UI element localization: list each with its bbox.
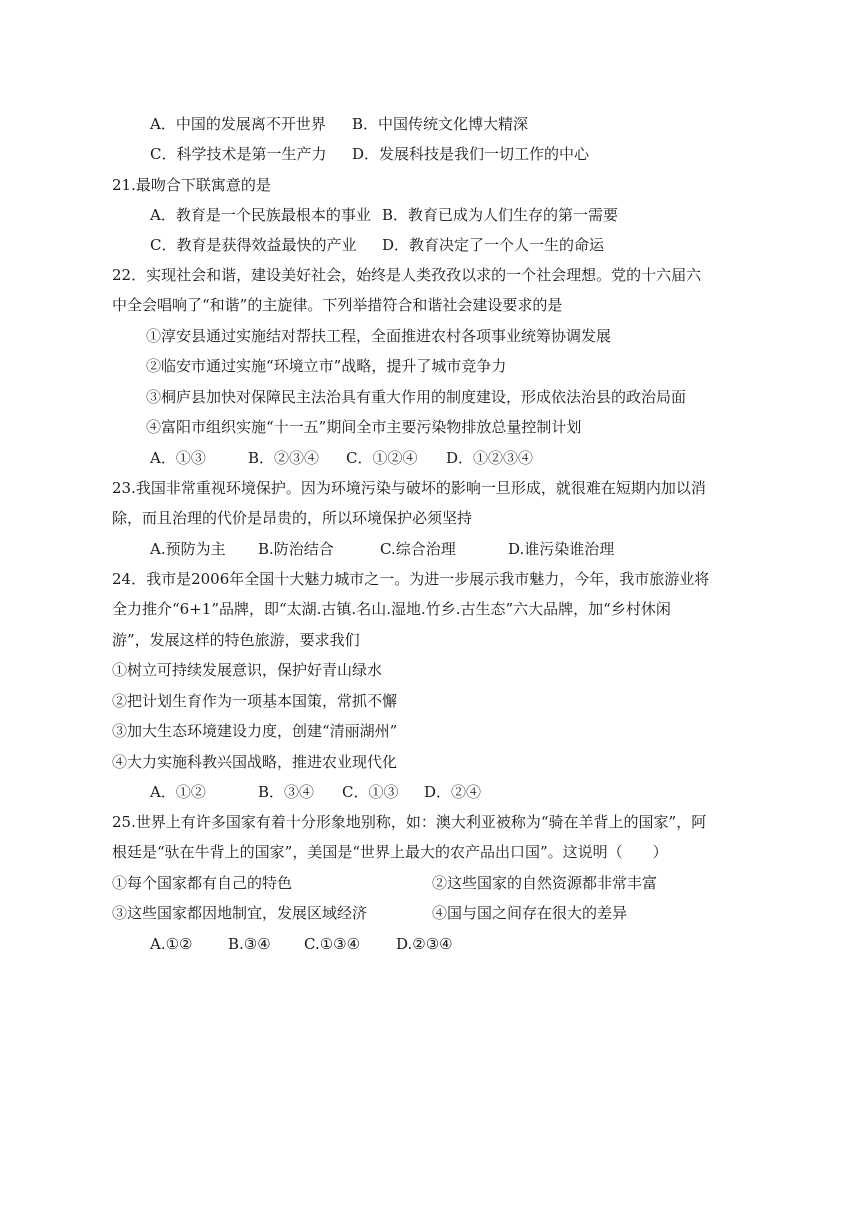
q20-options-row-1 <box>150 114 529 134</box>
q25-option-b: B.③④ <box>228 935 271 953</box>
q24-option-a: A．①② <box>150 783 206 801</box>
q25-item-3: ③这些国家都因地制宜，发展区域经济 <box>112 904 368 922</box>
q23-stem-line-1: 23.我国非常重视环境保护。因为环境污染与破坏的影响一旦形成，就很难在短期内加以消 <box>112 479 706 497</box>
q23-option-a: A.预防为主 <box>150 540 226 558</box>
q22-item-3: ③桐庐县加快对保障民主法治具有重大作用的制度建设，形成依法治县的政治局面 <box>146 388 687 406</box>
q21-options-row-1 <box>150 205 619 225</box>
q22-stem-line-2: 中全会唱响了“和谐”的主旋律。下列举措符合和谐社会建设要求的是 <box>112 296 563 314</box>
q20-options-row-2 <box>150 144 590 164</box>
q20-option-b: B．中国传统文化博大精深 <box>352 115 529 133</box>
q25-item-2: ②这些国家的自然资源都非常丰富 <box>432 874 658 892</box>
q24-options-row <box>150 782 482 802</box>
q22-options-row <box>150 448 534 468</box>
q24-item-2: ②把计划生育作为一项基本国策，常抓不懈 <box>112 692 398 710</box>
q21-option-d: D．教育决定了一个人一生的命运 <box>382 236 605 254</box>
q25-items-row-1 <box>112 873 658 893</box>
q24-stem-line-1: 24．我市是2006年全国十大魅力城市之一。为进一步展示我市魅力，今年，我市旅游业将 <box>112 570 710 588</box>
q22-option-b: B．②③④ <box>248 449 320 467</box>
q24-option-c: C．①③ <box>342 783 399 801</box>
q23-option-d: D.谁污染谁治理 <box>508 540 615 558</box>
q20-option-a: A．中国的发展离不开世界 <box>150 115 326 133</box>
q25-options-row <box>150 934 453 954</box>
q21-stem: 21.最吻合下联寓意的是 <box>112 176 271 194</box>
q23-options-row <box>150 539 615 559</box>
q22-item-2: ②临安市通过实施“环境立市”战略，提升了城市竞争力 <box>146 357 507 375</box>
q22-option-d: D．①②③④ <box>446 449 534 467</box>
q25-stem-line-2: 根廷是“驮在牛背上的国家”，美国是“世界上最大的农产品出口国”。这说明（ ） <box>112 843 668 861</box>
q25-option-d: D.②③④ <box>396 935 453 953</box>
q24-item-1: ①树立可持续发展意识，保护好青山绿水 <box>112 661 383 679</box>
q24-item-3: ③加大生态环境建设力度，创建“清丽湖州” <box>112 722 398 740</box>
q22-item-4: ④富阳市组织实施“十一五”期间全市主要污染物排放总量控制计划 <box>146 418 582 436</box>
q24-item-4: ④大力实施科教兴国战略，推进农业现代化 <box>112 753 398 771</box>
q25-option-c: C.①③④ <box>304 935 361 953</box>
q25-stem-line-1: 25.世界上有许多国家有着十分形象地别称，如：澳大利亚被称为“骑在羊背上的国家”，阿 <box>112 813 707 831</box>
q25-item-1: ①每个国家都有自己的特色 <box>112 874 293 892</box>
q24-stem-line-3: 游”，发展这样的特色旅游，要求我们 <box>112 631 360 649</box>
q24-option-d: D．②④ <box>424 783 482 801</box>
q23-stem-line-2: 除，而且治理的代价是昂贵的，所以环境保护必须坚持 <box>112 509 473 527</box>
q22-stem-line-1: 22．实现社会和谐，建设美好社会，始终是人类孜孜以求的一个社会理想。党的十六届六 <box>112 266 702 284</box>
q24-stem-line-2: 全力推介“6+1”品牌，即“太湖.古镇.名山.湿地.竹乡.古生态”六大品牌，加“乡村休闲 <box>112 600 671 618</box>
q23-option-c: C.综合治理 <box>380 540 456 558</box>
q25-option-a: A.①② <box>150 935 193 953</box>
q20-option-d: D．发展科技是我们一切工作的中心 <box>352 145 590 163</box>
q25-item-4: ④国与国之间存在很大的差异 <box>432 904 628 922</box>
q20-option-c: C．科学技术是第一生产力 <box>150 145 327 163</box>
q22-option-a: A．①③ <box>150 449 206 467</box>
q21-option-b: B．教育已成为人们生存的第一需要 <box>382 206 619 224</box>
q25-items-row-2 <box>112 903 628 923</box>
q22-option-c: C．①②④ <box>346 449 418 467</box>
q22-item-1: ①淳安县通过实施结对帮扶工程，全面推进农村各项事业统筹协调发展 <box>146 327 612 345</box>
q21-options-row-2 <box>150 235 605 255</box>
q21-option-c: C．教育是获得效益最快的产业 <box>150 236 357 254</box>
q21-option-a: A．教育是一个民族最根本的事业 <box>150 206 371 224</box>
q24-option-b: B．③④ <box>258 783 315 801</box>
q23-option-b: B.防治结合 <box>258 540 334 558</box>
